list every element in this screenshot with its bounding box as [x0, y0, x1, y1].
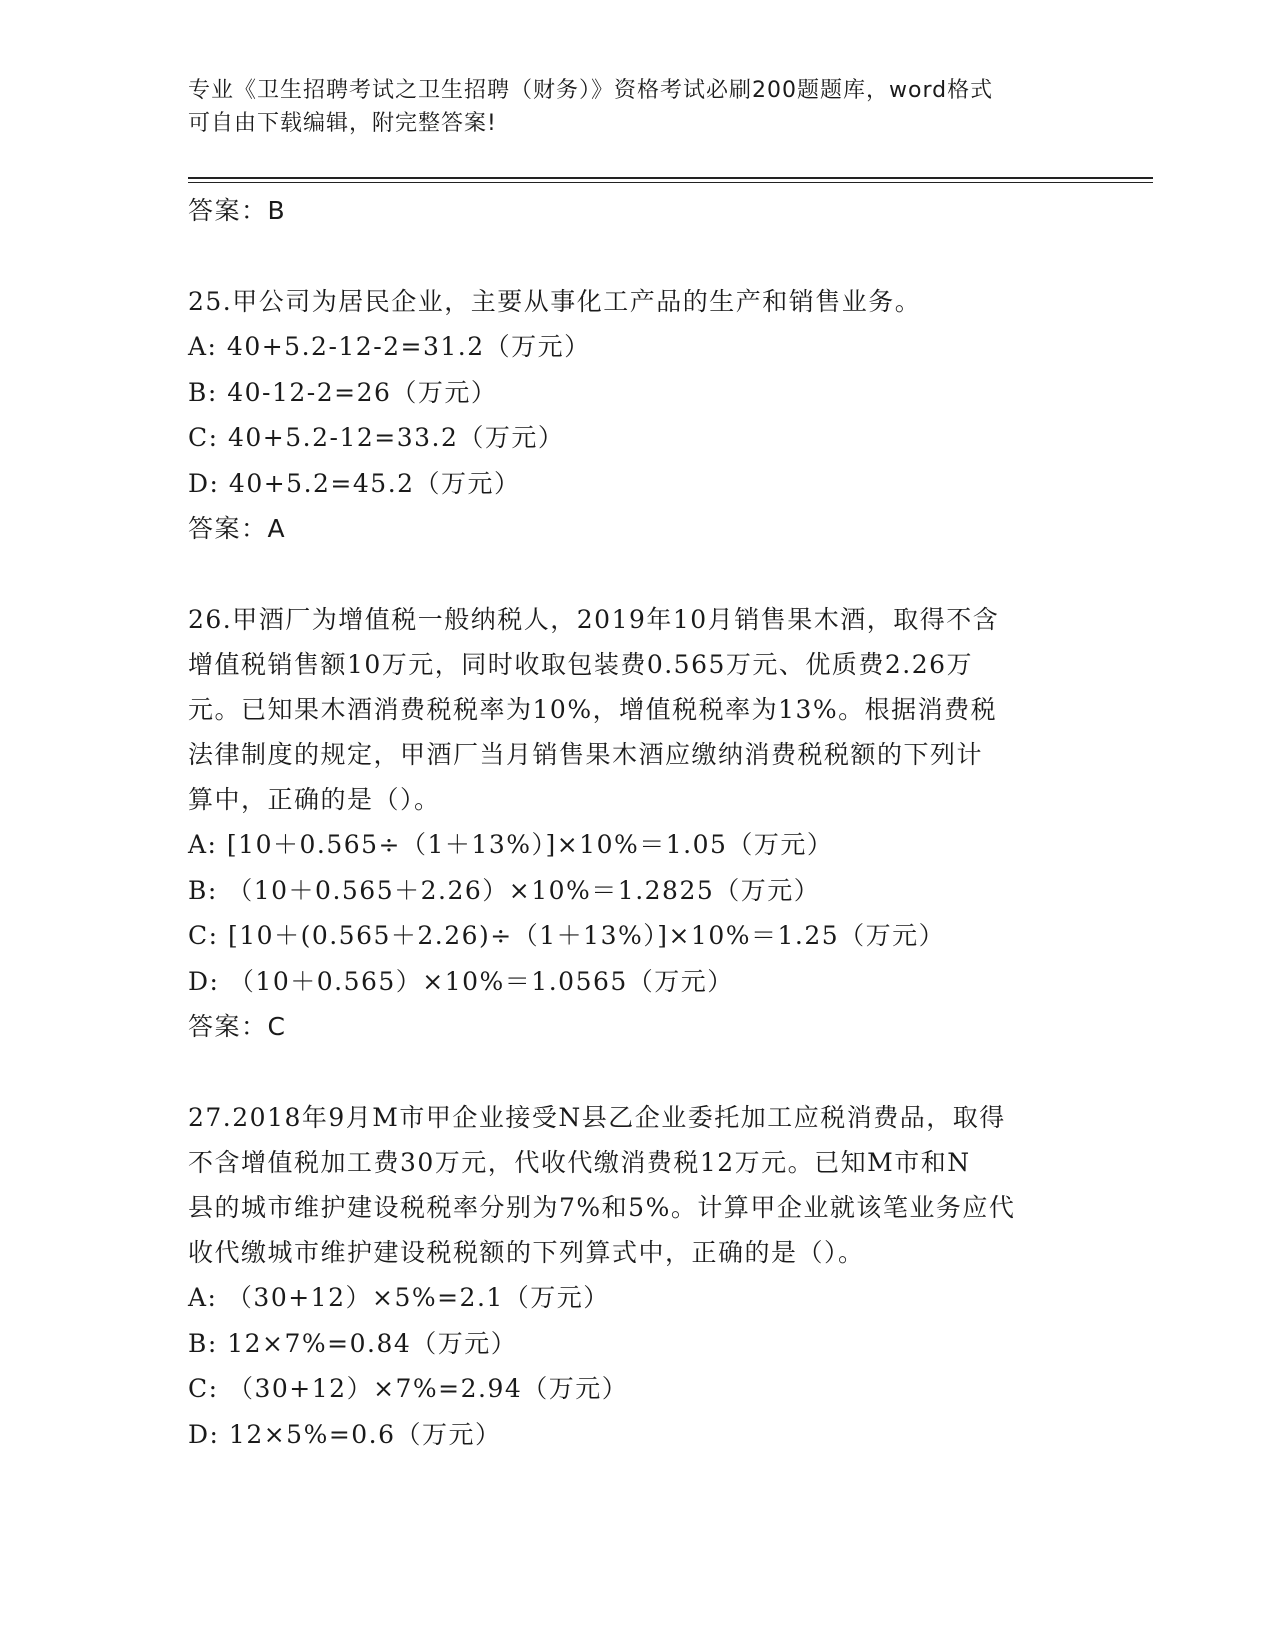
- option-b: B: （10＋0.565＋2.26）×10%＝1.2825（万元）: [188, 875, 821, 905]
- question-stem-line: 不含增值税加工费30万元，代收代缴消费税12万元。已知M市和N: [188, 1148, 971, 1177]
- question-26: [188, 597, 1088, 1050]
- option-a: A: 40+5.2-12-2=31.2（万元）: [188, 332, 591, 361]
- option-b: B: 40-12-2=26（万元）: [188, 377, 498, 407]
- question-stem-line: 元。已知果木酒消费税税率为10%，增值税税率为13%。根据消费税: [188, 695, 998, 724]
- question-stem-line: 增值税销售额10万元，同时收取包装费0.565万元、优质费2.26万: [188, 650, 974, 679]
- question-27: [188, 1095, 1088, 1457]
- question-stem-line: 27.2018年9月M市甲企业接受N县乙企业委托加工应税消费品，取得: [188, 1103, 1006, 1132]
- document-header: [188, 74, 1068, 140]
- option-a: A: （30+12）×5%=2.1（万元）: [188, 1283, 610, 1312]
- header-rule-thick: [188, 177, 1153, 179]
- option-a: A: [10＋0.565÷（1＋13%）]×10%＝1.05（万元）: [188, 830, 834, 859]
- option-c: C: [10＋(0.565＋2.26)÷（1＋13%）]×10%＝1.25（万元）: [188, 921, 946, 950]
- option-d: D: 40+5.2=45.2（万元）: [188, 468, 521, 498]
- answer: 答案：C: [188, 1012, 287, 1041]
- question-stem-line: 法律制度的规定，甲酒厂当月销售果木酒应缴纳消费税税额的下列计: [188, 740, 984, 769]
- option-d: D: （10＋0.565）×10%＝1.0565（万元）: [188, 966, 734, 996]
- question-stem-line: 算中，正确的是（）。: [188, 785, 441, 814]
- header-rule-thin: [188, 182, 1153, 183]
- question-25: [188, 279, 1088, 552]
- question-stem-line: 26.甲酒厂为增值税一般纳税人，2019年10月销售果木酒，取得不含: [188, 605, 1000, 634]
- header-line-1: 专业《卫生招聘考试之卫生招聘（财务）》资格考试必刷200题题库，word格式: [188, 78, 994, 103]
- option-c: C: 40+5.2-12=33.2（万元）: [188, 423, 565, 452]
- option-d: D: 12×5%=0.6（万元）: [188, 1419, 502, 1449]
- option-c: C: （30+12）×7%=2.94（万元）: [188, 1374, 629, 1403]
- question-stem-line: 县的城市维护建设税税率分别为7%和5%。计算甲企业就该笔业务应代: [188, 1193, 1016, 1222]
- question-list: [188, 188, 1088, 1457]
- answer: 答案：A: [188, 514, 287, 543]
- question-stem-line: 收代缴城市维护建设税税额的下列算式中，正确的是（）。: [188, 1238, 865, 1267]
- answer-previous: 答案：B: [188, 196, 287, 225]
- header-line-2: 可自由下载编辑，附完整答案!: [188, 111, 497, 136]
- option-b: B: 12×7%=0.84（万元）: [188, 1328, 518, 1358]
- question-stem: 25.甲公司为居民企业，主要从事化工产品的生产和销售业务。: [188, 287, 922, 316]
